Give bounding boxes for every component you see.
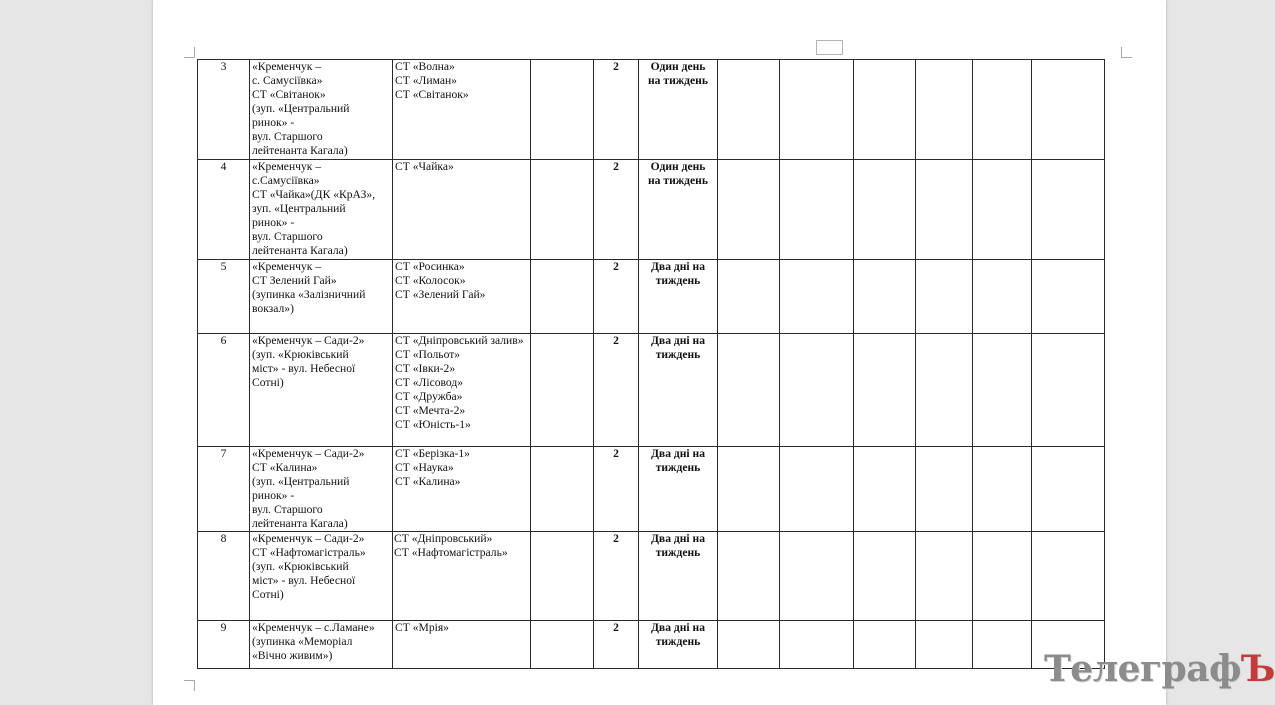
empty-cell [973, 621, 1032, 669]
cooperatives-cell: СТ «Берізка-1» СТ «Наука» СТ «Калина» [393, 447, 531, 532]
empty-cell [718, 160, 780, 260]
empty-cell [718, 532, 780, 621]
empty-cell [854, 532, 916, 621]
frequency-cell: Один день на тиждень [639, 160, 718, 260]
table-row [198, 260, 1105, 334]
table-row [198, 334, 1105, 447]
empty-cell [854, 621, 916, 669]
route-cell: «Кременчук – с.Ламане» (зупинка «Меморіал «Вічно живим») [250, 621, 393, 669]
empty-cell [780, 334, 854, 447]
table-row [198, 621, 1105, 669]
empty-cell [780, 532, 854, 621]
empty-cell [1032, 60, 1105, 160]
count-cell: 2 [594, 60, 639, 160]
empty-cell [973, 60, 1032, 160]
route-cell: «Кременчук – с.Самусіївка» СТ «Чайка»(ДК «КрАЗ», зуп. «Центральний ринок» - вул. Старшого лейтенанта Кагала) [250, 160, 393, 260]
count-cell: 2 [594, 260, 639, 334]
route-cell: «Кременчук – СТ Зелений Гай» (зупинка «Залізничний вокзал») [250, 260, 393, 334]
empty-cell [718, 60, 780, 160]
count-cell: 2 [594, 334, 639, 447]
empty-cell [973, 260, 1032, 334]
empty-cell [916, 621, 973, 669]
schedule-table [197, 59, 1105, 669]
empty-cell [780, 260, 854, 334]
empty-cell [973, 160, 1032, 260]
frequency-cell: Два дні на тиждень [639, 334, 718, 447]
empty-cell [1032, 447, 1105, 532]
row-number: 6 [198, 334, 250, 447]
header-placeholder-box [816, 40, 843, 55]
row-number: 3 [198, 60, 250, 160]
empty-cell [780, 160, 854, 260]
empty-cell [531, 334, 594, 447]
cooperatives-cell: СТ «Дніпровський» СТ «Нафтомагістраль» [393, 532, 531, 621]
empty-cell [718, 334, 780, 447]
row-number: 4 [198, 160, 250, 260]
route-cell: «Кременчук – с. Самусіївка» СТ «Світанок» (зуп. «Центральний ринок» - вул. Старшого лейтенанта Кагала) [250, 60, 393, 160]
empty-cell [916, 160, 973, 260]
row-number: 8 [198, 532, 250, 621]
empty-cell [531, 60, 594, 160]
empty-cell [973, 532, 1032, 621]
empty-cell [718, 260, 780, 334]
empty-cell [531, 160, 594, 260]
telegraf-watermark-logo [1044, 646, 1275, 692]
empty-cell [1032, 260, 1105, 334]
empty-cell [854, 60, 916, 160]
frequency-cell: Два дні на тиждень [639, 621, 718, 669]
empty-cell [916, 447, 973, 532]
empty-cell [973, 447, 1032, 532]
margin-corner-bottom-left [184, 680, 195, 691]
frequency-cell: Два дні на тиждень [639, 260, 718, 334]
cooperatives-cell: СТ «Росинка» СТ «Колосок» СТ «Зелений Гай» [393, 260, 531, 334]
frequency-cell: Два дні на тиждень [639, 447, 718, 532]
empty-cell [854, 447, 916, 532]
cooperatives-cell: СТ «Волна» СТ «Лиман» СТ «Світанок» [393, 60, 531, 160]
count-cell: 2 [594, 447, 639, 532]
document-page [153, 0, 1166, 705]
route-cell: «Кременчук – Сади-2» (зуп. «Крюківський міст» - вул. Небесної Сотні) [250, 334, 393, 447]
empty-cell [718, 621, 780, 669]
empty-cell [854, 334, 916, 447]
cooperatives-cell: СТ «Дніпровський залив» СТ «Польот» СТ «Івки-2» СТ «Лісовод» СТ «Дружба» СТ «Мечта-2» СТ «Юність-1» [393, 334, 531, 447]
empty-cell [916, 60, 973, 160]
empty-cell [1032, 532, 1105, 621]
frequency-cell: Два дні на тиждень [639, 532, 718, 621]
empty-cell [916, 260, 973, 334]
margin-corner-top-right [1121, 47, 1132, 58]
empty-cell [531, 260, 594, 334]
empty-cell [718, 447, 780, 532]
row-number: 9 [198, 621, 250, 669]
watermark-text: Телеграф [1044, 648, 1242, 690]
empty-cell [531, 621, 594, 669]
empty-cell [854, 160, 916, 260]
cooperatives-cell: СТ «Чайка» [393, 160, 531, 260]
count-cell: 2 [594, 160, 639, 260]
empty-cell [973, 334, 1032, 447]
row-number: 5 [198, 260, 250, 334]
empty-cell [1032, 160, 1105, 260]
row-number: 7 [198, 447, 250, 532]
table-row [198, 447, 1105, 532]
empty-cell [531, 532, 594, 621]
watermark-accent-letter: Ъ [1241, 648, 1275, 690]
empty-cell [780, 60, 854, 160]
count-cell: 2 [594, 532, 639, 621]
empty-cell [780, 447, 854, 532]
route-cell: «Кременчук – Сади-2» СТ «Калина» (зуп. «Центральний ринок» - вул. Старшого лейтенанта Кагала) [250, 447, 393, 532]
empty-cell [916, 532, 973, 621]
empty-cell [531, 447, 594, 532]
empty-cell [1032, 334, 1105, 447]
frequency-cell: Один день на тиждень [639, 60, 718, 160]
table-row [198, 160, 1105, 260]
table-row [198, 532, 1105, 621]
route-cell: «Кременчук – Сади-2» СТ «Нафтомагістраль» (зуп. «Крюківський міст» - вул. Небесної Сотні) [250, 532, 393, 621]
count-cell: 2 [594, 621, 639, 669]
empty-cell [916, 334, 973, 447]
cooperatives-cell: СТ «Мрія» [393, 621, 531, 669]
table-row [198, 60, 1105, 160]
empty-cell [854, 260, 916, 334]
empty-cell [780, 621, 854, 669]
margin-corner-top-left [184, 47, 195, 58]
